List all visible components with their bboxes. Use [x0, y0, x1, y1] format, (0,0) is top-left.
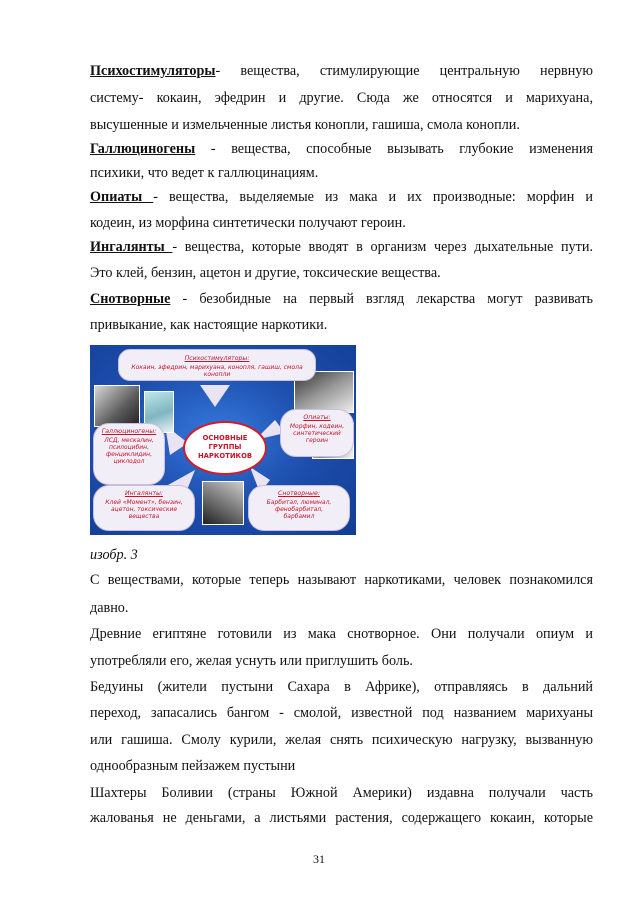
- body-line: однообразным пейзажем пустыни: [90, 758, 296, 774]
- definition-text: - вещества, выделяемые из мака и их производные: морфин и: [153, 189, 593, 205]
- cloud-title: Опиаты:: [303, 414, 331, 421]
- cloud-inhalants: [93, 485, 195, 531]
- paragraph-hallucinogens-line-2: психики, что ведет к галлюцинациям.: [90, 165, 319, 181]
- body-line: жалованья не деньгами, а листьями растения, содержащего кокаин, которые: [90, 810, 593, 826]
- body-line: переход, запасались бангом - смолой, известной под названием марихуаны: [90, 705, 593, 721]
- definition-text: - вещества, способные вызывать глубокие изменения: [195, 141, 593, 157]
- paragraph-sleeping-pills-line-2: привыкание, как настоящие наркотики.: [90, 317, 328, 333]
- body-line: Шахтеры Боливии (страны Южной Америки) издавна получали часть: [90, 785, 593, 801]
- paragraph-psychostimulants-line-3: высушенные и измельченные листья конопли, гашиша, смола конопли.: [90, 117, 520, 133]
- definition-text: - безобидные на первый взгляд лекарства могут развивать: [170, 291, 593, 307]
- body-line: употребляли его, желая уснуть или приглушить боль.: [90, 653, 413, 669]
- center-oval: [183, 421, 267, 475]
- cloud-text: ЛСД, мескалин, псилоцибин, фенциклидин, циклодол: [104, 437, 154, 465]
- cloud-title: Снотворные:: [278, 490, 320, 497]
- definition-text: - вещества, которые вводят в организм через дыхательные пути.: [172, 239, 593, 255]
- cloud-opiates: [280, 409, 354, 457]
- term-psychostimulants: Психостимуляторы: [90, 63, 216, 79]
- paragraph-sleeping-pills-line-1: [90, 290, 593, 308]
- paragraph-inhalants-line-1: [90, 238, 593, 256]
- cloud-title: Галлюциногены:: [101, 428, 157, 435]
- center-oval-label: ОСНОВНЫЕ ГРУППЫ НАРКОТИКОВ: [197, 434, 253, 460]
- definition-text: - вещества, стимулирующие центральную нервную: [215, 63, 593, 79]
- cloud-text: Барбитал, люминал, фенобарбитал, барбамил: [266, 499, 332, 520]
- body-line: Бедуины (жители пустыни Сахара в Африке), отправляясь в дальний: [90, 679, 593, 695]
- cloud-title: Ингалянты:: [124, 490, 163, 497]
- paragraph-inhalants-line-2: Это клей, бензин, ацетон и другие, токсические вещества.: [90, 265, 441, 281]
- body-line: давно.: [90, 600, 129, 616]
- cloud-hallucinogens: [93, 423, 165, 485]
- term-opiates: Опиаты: [90, 189, 154, 205]
- cloud-text: Морфин, кодеин, синтетический героин: [289, 423, 345, 444]
- photo-smoker-image: [94, 385, 140, 427]
- paragraph-psychostimulants-line-1: [90, 62, 593, 80]
- term-sleeping-pills: Снотворные: [90, 291, 171, 307]
- photo-person-image: [202, 481, 244, 525]
- paragraph-psychostimulants-line-2: систему- кокаин, эфедрин и другие. Сюда же относятся и марихуана,: [90, 90, 593, 106]
- page-number: 31: [313, 852, 325, 866]
- paragraph-opiates-line-1: [90, 188, 593, 206]
- cloud-title: Психостимуляторы:: [184, 355, 250, 362]
- term-hallucinogens: Галлюциногены: [90, 141, 196, 157]
- cloud-psychostimulants: [118, 349, 316, 381]
- cloud-text: Кокаин, эфедрин, марихуана, конопля, гашиш, смола конопли: [131, 364, 303, 378]
- paragraph-opiates-line-2: кодеин, из морфина синтетически получают героин.: [90, 215, 406, 231]
- cloud-text: Клей «Момент», бензин, ацетон, токсические вещества: [105, 499, 183, 520]
- cloud-sleeping-pills: [248, 485, 350, 531]
- paragraph-hallucinogens-line-1: [90, 140, 593, 158]
- body-line: или гашиша. Смолу курили, желая снять психическую нагрузку, вызванную: [90, 732, 593, 748]
- body-line: С веществами, которые теперь называют наркотиками, человек познакомился: [90, 572, 593, 588]
- term-inhalants: Ингалянты: [90, 239, 173, 255]
- body-line: Древние египтяне готовили из мака снотворное. Они получали опиум и: [90, 626, 593, 642]
- drug-groups-figure: [90, 345, 356, 535]
- figure-caption: изобр. 3: [90, 547, 138, 563]
